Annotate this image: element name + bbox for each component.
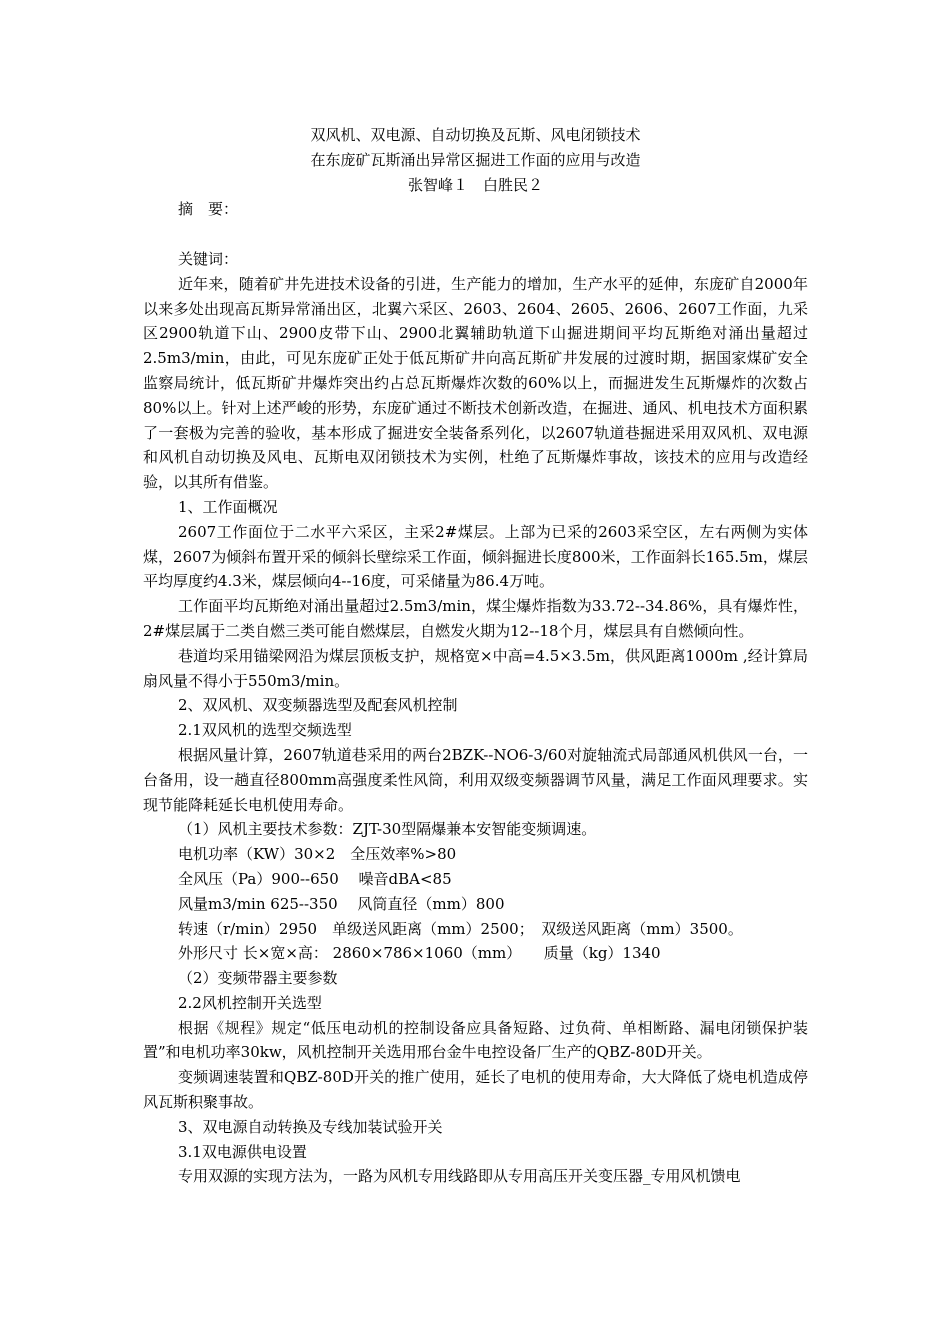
paragraph-fan-params-title: （1）风机主要技术参数：ZJT-30型隔爆兼本安智能变频调速。 [178,820,597,839]
subsection-heading-2-2: 2.2风机控制开关选型 [178,993,322,1012]
paragraph-intro: 近年来，随着矿井先进技术设备的引进，生产能力的增加，生产水平的延伸，东庞矿自2000年以来多处出现高瓦斯异常涌出区，北翼六采区、2603、2604、2605、2606、2607工作面，九采区2900轨道下山、2900皮带下山、2900北翼辅助轨道下山掘进期间平均瓦斯绝对涌出量超过2.5m3/min，由此，可见东庞矿正处于低瓦斯矿井向高瓦斯矿井发展的过渡时期，据国家煤矿安全监察局统计，低瓦斯矿井爆炸突出约占总瓦斯爆炸次数的60%以上，而掘进发生瓦斯爆炸的次数占80%以上。针对上述严峻的形势，东庞矿通过不断技术创新改造，在掘进、通风、机电技术方面积累了一套极为完善的验收，基本形成了掘进安全装备系列化，以2607轨道巷掘进采用双风机、双电源和风机自动切换及风电、瓦斯电双闭锁技术为实例，杜绝了瓦斯爆炸事故，该技术的应用与改造经验，以其所有借鉴。 [143,274,808,492]
abstract-label: 摘 要： [178,200,239,219]
section-heading-2: 2、双风机、双变频器选型及配套风机控制 [178,696,458,715]
paragraph-gas: 工作面平均瓦斯绝对涌出量超过2.5m3/min，煤尘爆炸指数为33.72--34.86%，具有爆炸性，2#煤层属于二类自燃三类可能自燃煤层，自燃发火期为12--18个月，煤层具有自燃倾向性。 [143,597,808,640]
title-line-2: 在东庞矿瓦斯涌出异常区掘进工作面的应用与改造 [310,150,641,169]
paragraph-switch-selection: 根据《规程》规定“低压电动机的控制设备应具备短路、过负荷、单相断路、漏电闭锁保护装置”和电机功率30kw，风机控制开关选用邢台金牛电控设备厂生产的QBZ-80D开关。 [143,1018,808,1062]
param-line: 电机功率（KW）30×2 全压效率%>80 [178,845,457,864]
param-line: 转速（r/min）2950 单级送风距离（mm）2500； 双级送风距离（mm）3500。 [178,919,743,938]
section-heading-1: 1、工作面概况 [178,497,278,516]
blank-line [143,222,808,247]
subsection-heading-2-1: 2.1双风机的选型交频选型 [178,721,352,740]
param-line: 风量m3/min 625--350 风筒直径（mm）800 [178,894,505,913]
document-page [143,123,808,1189]
keywords-label: 关键词： [178,249,239,268]
paragraph-roadway: 巷道均采用锚梁网沿为煤层顶板支护，规格宽×中高=4.5×3.5m，供风距离1000m ,经计算局扇风量不得小于550m3/min。 [143,646,808,690]
subsection-heading-3-1: 3.1双电源供电设置 [178,1142,307,1161]
paragraph-fan-selection: 根据风量计算，2607轨道巷采用的两台2BZK--NO6-3/60对旋轴流式局部通风机供风一台，一台备用，设一趟直径800mm高强度柔性风筒，利用双级变频器调节风量，满足工作面风理要求。实现节能降耗延长电机使用寿命。 [143,745,808,814]
param-line: 全风压（Pa）900--650 噪音dBA<85 [178,869,452,888]
authors-line: 张智峰１ 白胜民２ [407,175,543,194]
title-line-1: 双风机、双电源、自动切换及瓦斯、风电闭锁技术 [310,126,641,144]
paragraph-inverter-params: （2）变频带器主要参数 [178,969,338,988]
paragraph-switch-benefit: 变频调速装置和QBZ-80D开关的推广使用，延长了电机的使用寿命，大大降低了烧电机造成停风瓦斯积聚事故。 [143,1068,808,1112]
section-heading-3: 3、双电源自动转换及专线加装试验开关 [178,1117,443,1136]
paragraph-dual-power: 专用双源的实现方法为，一路为风机专用线路即从专用高压开关变压器_专用风机馈电 [178,1167,741,1186]
paragraph-workface: 2607工作面位于二水平六采区，主采2#煤层。上部为已采的2603采空区，左右两侧为实体煤，2607为倾斜布置开采的倾斜长壁综采工作面，倾斜掘进长度800米，工作面斜长165.5m，煤层平均厚度约4.3米，煤层倾向4--16度，可采储量为86.4万吨。 [143,522,808,591]
param-line: 外形尺寸 长×宽×高： 2860×786×1060（mm） 质量（kg）1340 [178,944,661,963]
